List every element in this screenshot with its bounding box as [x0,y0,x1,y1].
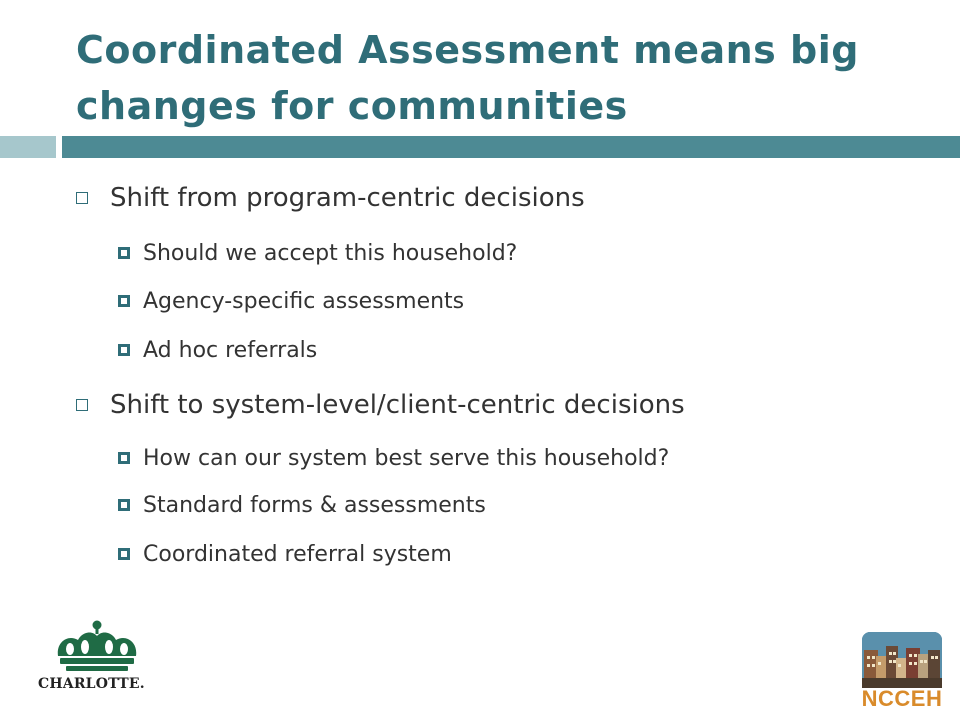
bullet-text: Coordinated referral system [143,541,452,567]
ncceh-logo [860,632,944,710]
bullet-text: Agency-specific assessments [143,288,465,314]
bullet-text: How can our system best serve this household? [143,445,670,471]
bullet-text: Should we accept this household? [143,240,518,266]
square-bullet-icon [118,548,130,560]
bullet-level2 [118,236,517,270]
hollow-square-bullet-icon [76,192,88,204]
bullet-text: Shift to system-level/client-centric decisions [110,390,685,420]
charlotte-logo [38,618,148,700]
bullet-text: Ad hoc referrals [143,337,318,363]
bullet-level1 [76,385,685,425]
bullet-text: Standard forms & assessments [143,492,486,518]
square-bullet-icon [118,295,130,307]
houses-icon [862,632,942,688]
bullet-text: Shift from program-centric decisions [110,183,585,213]
bullet-level2 [118,333,317,367]
slide-title: Coordinated Assessment means big changes for communities [76,28,859,128]
square-bullet-icon [118,247,130,259]
bullet-level2 [118,441,669,475]
bullet-level2 [118,537,452,571]
square-bullet-icon [118,344,130,356]
square-bullet-icon [118,499,130,511]
hollow-square-bullet-icon [76,399,88,411]
square-bullet-icon [118,452,130,464]
bullet-level1 [76,178,585,218]
crown-icon [52,618,142,676]
ncceh-wordmark: NCCEH [861,686,943,711]
charlotte-wordmark: CHARLOTTE. [38,676,145,692]
bullet-level2 [118,488,486,522]
bullet-level2 [118,284,464,318]
